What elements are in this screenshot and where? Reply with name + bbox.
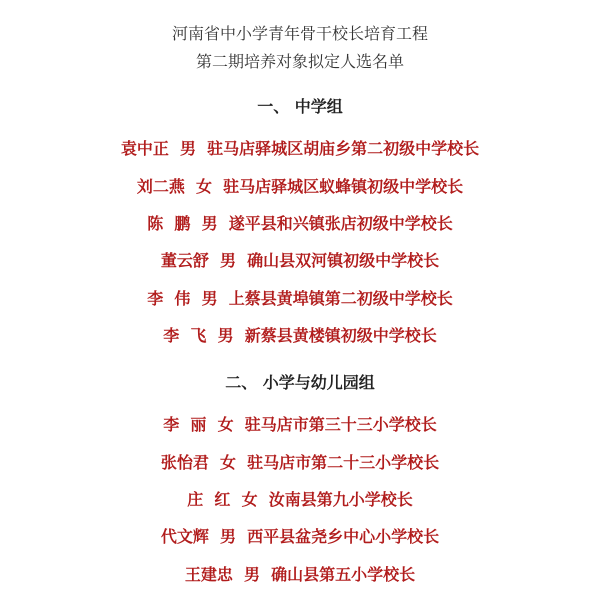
list-item: 陈 鹏 男 遂平县和兴镇张店初级中学校长 bbox=[147, 214, 453, 233]
list-item: 刘二燕 女 驻马店驿城区蚁蜂镇初级中学校长 bbox=[136, 177, 464, 196]
document-title-line-1: 河南省中小学青年骨干校长培育工程 bbox=[171, 24, 428, 43]
section-heading-primary-kindergarten: 二、 小学与幼儿园组 bbox=[225, 373, 375, 392]
list-item: 李 飞 男 新蔡县黄楼镇初级中学校长 bbox=[163, 326, 437, 345]
section-heading-middle-school: 一、 中学组 bbox=[257, 97, 343, 116]
list-item: 袁中正 男 驻马店驿城区胡庙乡第二初级中学校长 bbox=[120, 139, 480, 158]
list-item: 李 丽 女 驻马店市第三十三小学校长 bbox=[163, 415, 437, 434]
document-title-line-2: 第二期培养对象拟定人选名单 bbox=[195, 52, 404, 71]
list-item: 王建忠 男 确山县第五小学校长 bbox=[184, 565, 416, 584]
list-item: 董云舒 男 确山县双河镇初级中学校长 bbox=[160, 251, 440, 270]
list-item: 张怡君 女 驻马店市第二十三小学校长 bbox=[160, 453, 440, 472]
list-item: 代文辉 男 西平县盆尧乡中心小学校长 bbox=[160, 527, 440, 546]
list-item: 庄 红 女 汝南县第九小学校长 bbox=[187, 490, 413, 509]
list-item: 李 伟 男 上蔡县黄埠镇第二初级中学校长 bbox=[147, 289, 453, 308]
